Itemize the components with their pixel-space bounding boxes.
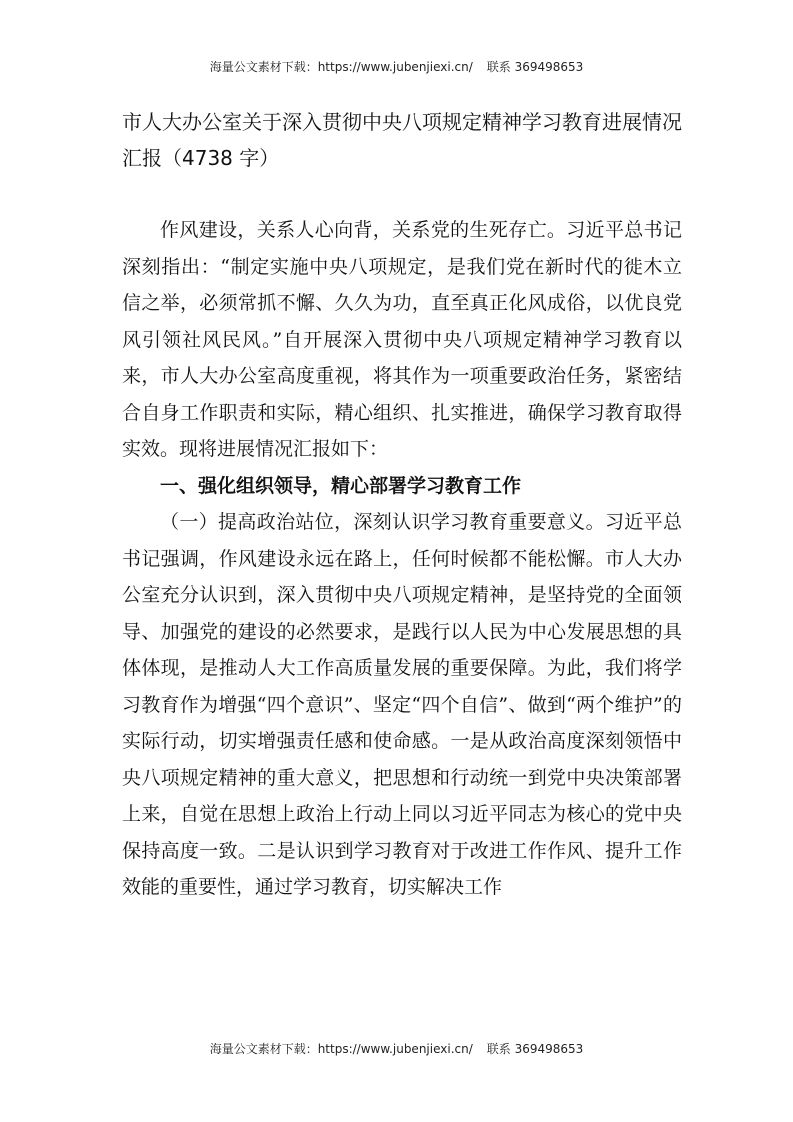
intro-paragraph: 作风建设，关系人心向背，关系党的生死存亡。习近平总书记深刻指出：“制定实施中央八项规定，是我们党在新时代的徙木立信之举，必须常抓不懈、久久为功，直至真正化风成俗，以优良党风引领社风民风。”自开展深入贯彻中央八项规定精神学习教育以来，市人大办公室高度重视，将其作为一项重要政治任务，紧密结合自身工作职责和实际，精心组织、扎实推进，确保学习教育取得实效。现将进展情况汇报如下： xyxy=(122,219,682,460)
page-footer xyxy=(0,1040,793,1057)
header-download-text: 海量公文素材下载：https://www.jubenjiexi.cn/ xyxy=(209,60,473,74)
section-heading: 一、强化组织领导，精心部署学习教育工作 xyxy=(160,474,522,497)
header-contact-text: 联系 369498653 xyxy=(486,60,584,74)
document-title: 市人大办公室关于深入贯彻中央八项规定精神学习教育进展情况汇报（4738 字） xyxy=(122,110,682,170)
footer-download-text: 海量公文素材下载：https://www.jubenjiexi.cn/ xyxy=(209,1042,473,1056)
page-header xyxy=(0,58,793,75)
body-paragraph: （一）提高政治站位，深刻认识学习教育重要意义。习近平总书记强调，作风建设永远在路上，任何时候都不能松懈。市人大办公室充分认识到，深入贯彻中央八项规定精神，是坚持党的全面领导、加强党的建设的必然要求，是践行以人民为中心发展思想的具体体现，是推动人大工作高质量发展的重要保障。为此，我们将学习教育作为增强“四个意识”、坚定“四个自信”、做到“两个维护”的实际行动，切实增强责任感和使命感。一是从政治高度深刻领悟中央八项规定精神的重大意义，把思想和行动统一到党中央决策部署上来，自觉在思想上政治上行动上同以习近平同志为核心的党中央保持高度一致。二是认识到学习教育对于改进工作作风、提升工作效能的重要性，通过学习教育，切实解决工作 xyxy=(122,511,682,898)
footer-contact-text: 联系 369498653 xyxy=(486,1042,584,1056)
document-body xyxy=(122,212,682,906)
